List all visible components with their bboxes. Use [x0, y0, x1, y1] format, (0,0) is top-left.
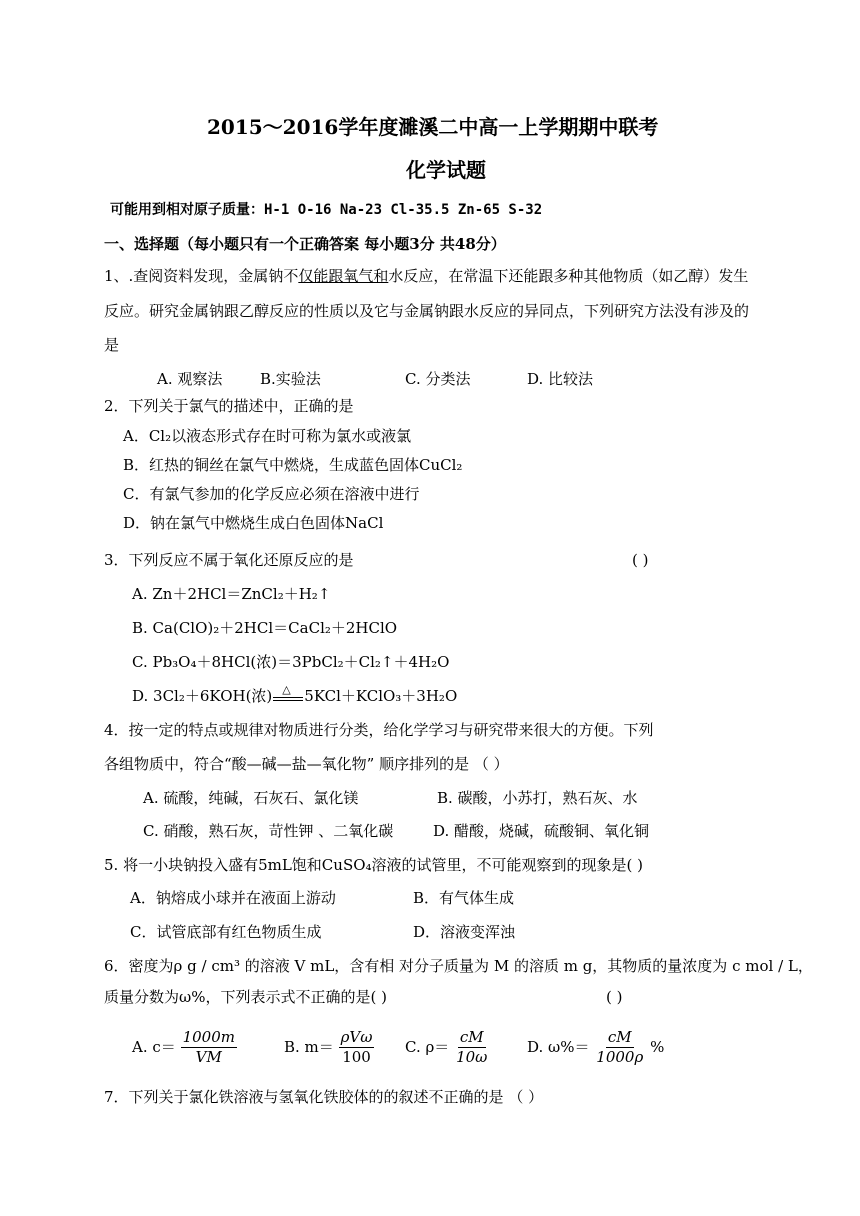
- q6-a-label: A. c＝: [132, 1038, 176, 1056]
- q3-option-a: A. Zn＋2HCl＝ZnCl₂＋H₂↑: [132, 585, 331, 603]
- q2-option-c: C．有氯气参加的化学反应必须在溶液中进行: [123, 485, 420, 503]
- q6-b-fraction: [339, 1030, 375, 1065]
- exam-subtitle: 化学试题: [406, 158, 486, 182]
- q4-line2: 各组物质中，符合“酸—碱—盐—氧化物” 顺序排列的是 （ ）: [104, 755, 509, 773]
- q5-option-b: B．有气体生成: [413, 889, 515, 907]
- q2-option-a: A．Cl₂以液态形式存在时可称为氯水或液氯: [123, 427, 412, 445]
- q6-d-fraction: [594, 1030, 645, 1065]
- q6-b-label: B. m＝: [284, 1038, 334, 1056]
- q6-a-fraction: [181, 1030, 237, 1065]
- q6-c-label: C. ρ＝: [405, 1038, 450, 1056]
- q1-line3: 是: [104, 336, 120, 354]
- q6-c-fraction: [454, 1030, 489, 1065]
- q3-answer-paren: ( ): [632, 551, 649, 569]
- q5-stem: 5. 将一小块钠投入盛有5mL饱和CuSO₄溶液的试管里，不可能观察到的现象是( ): [104, 856, 644, 874]
- q4-option-b: B. 碳酸，小苏打，熟石灰、水: [437, 789, 638, 807]
- q6-c-denominator: 10ω: [456, 1048, 488, 1066]
- q4-option-c: C. 硝酸，熟石灰，苛性钾 、二氧化碳: [143, 822, 394, 840]
- q1-line1: [104, 269, 748, 284]
- q2-stem: 2．下列关于氯气的描述中，正确的是: [104, 397, 354, 415]
- q2-option-b: B．红热的铜丝在氯气中燃烧，生成蓝色固体CuCl₂: [123, 456, 463, 474]
- q6-d-denominator: 1000ρ: [596, 1048, 644, 1066]
- q3-d-reactants: D. 3Cl₂＋6KOH(浓): [132, 687, 273, 705]
- q1-underlined: 仅能跟氧气和: [298, 267, 389, 285]
- equals-line-bottom: [273, 700, 303, 701]
- q6-c-numerator: cM: [459, 1028, 484, 1046]
- q1-text-b: 水反应，在常温下还能跟多种其他物质（如乙醇）发生: [388, 267, 749, 285]
- q6-b-numerator: ρVω: [340, 1028, 373, 1046]
- q6-line1: 6．密度为ρ g / cm³ 的溶液 V mL，含有相 对分子质量为 M 的溶质 m g，其物质的量浓度为 c mol / L，: [104, 957, 813, 975]
- q6-b-denominator: 100: [342, 1048, 371, 1066]
- q5-option-a: A．钠熔成小球并在液面上游动: [130, 889, 336, 907]
- q5-option-d: D．溶液变浑浊: [413, 923, 516, 941]
- q1-option-a: A. 观察法: [157, 370, 223, 388]
- q3-option-d: [132, 683, 458, 705]
- section-heading: 一、选择题（每小题只有一个正确答案 每小题3分 共48分）: [104, 235, 506, 253]
- q1-option-c: C. 分类法: [405, 370, 471, 388]
- q3-option-b: B. Ca(ClO)₂＋2HCl＝CaCl₂＋2HClO: [132, 619, 398, 637]
- q4-option-a: A. 硫酸，纯碱，石灰石、氯化镁: [143, 789, 359, 807]
- q6-d-label: D. ω%＝: [527, 1038, 590, 1056]
- q7-stem: 7．下列关于氯化铁溶液与氢氧化铁胶体的的叙述不正确的是 （ ）: [104, 1088, 544, 1106]
- q3-d-products: 5KCl＋KClO₃＋3H₂O: [304, 687, 458, 705]
- q6-option-b: [284, 1030, 374, 1065]
- heat-equals-sign: [272, 683, 304, 704]
- q6-d-percent: %: [650, 1038, 665, 1056]
- atomic-masses: [110, 203, 542, 217]
- q6-a-numerator: 1000m: [182, 1028, 235, 1046]
- q6-a-denominator: VM: [195, 1048, 222, 1066]
- q6-option-c: [405, 1030, 489, 1065]
- q6-line2: 质量分数为ω%，下列表示式不正确的是( ): [104, 988, 387, 1006]
- atomic-masses-label: 可能用到相对原子质量：: [110, 202, 264, 218]
- heat-icon: △: [282, 683, 291, 696]
- q1-option-d: D. 比较法: [527, 370, 594, 388]
- atomic-masses-values: H-1 O-16 Na-23 Cl-35.5 Zn-65 S-32: [264, 202, 543, 218]
- q4-option-d: D. 醋酸，烧碱，硫酸铜、氧化铜: [433, 822, 650, 840]
- q6-d-numerator: cM: [607, 1028, 632, 1046]
- q3-stem: 3．下列反应不属于氧化还原反应的是: [104, 551, 354, 569]
- q4-line1: 4．按一定的特点或规律对物质进行分类，给化学学习与研究带来很大的方便。下列: [104, 721, 654, 739]
- q1-text-a: 1、.查阅资料发现，金属钠不: [104, 267, 299, 285]
- q1-option-b: B.实验法: [260, 370, 321, 388]
- q6-option-d: [527, 1030, 664, 1065]
- exam-title: 2015～2016学年度濉溪二中高一上学期期中联考: [207, 115, 659, 139]
- q6-option-a: [132, 1030, 237, 1065]
- q3-option-c: C. Pb₃O₄＋8HCl(浓)＝3PbCl₂＋Cl₂↑＋4H₂O: [132, 653, 450, 671]
- equals-line-top: [273, 697, 303, 698]
- q6-answer-paren: ( ): [606, 988, 623, 1006]
- q2-option-d: D．钠在氯气中燃烧生成白色固体NaCl: [123, 514, 384, 532]
- q1-line2: 反应。研究金属钠跟乙醇反应的性质以及它与金属钠跟水反应的异同点，下列研究方法没有涉及的: [104, 302, 750, 320]
- q5-option-c: C．试管底部有红色物质生成: [130, 923, 322, 941]
